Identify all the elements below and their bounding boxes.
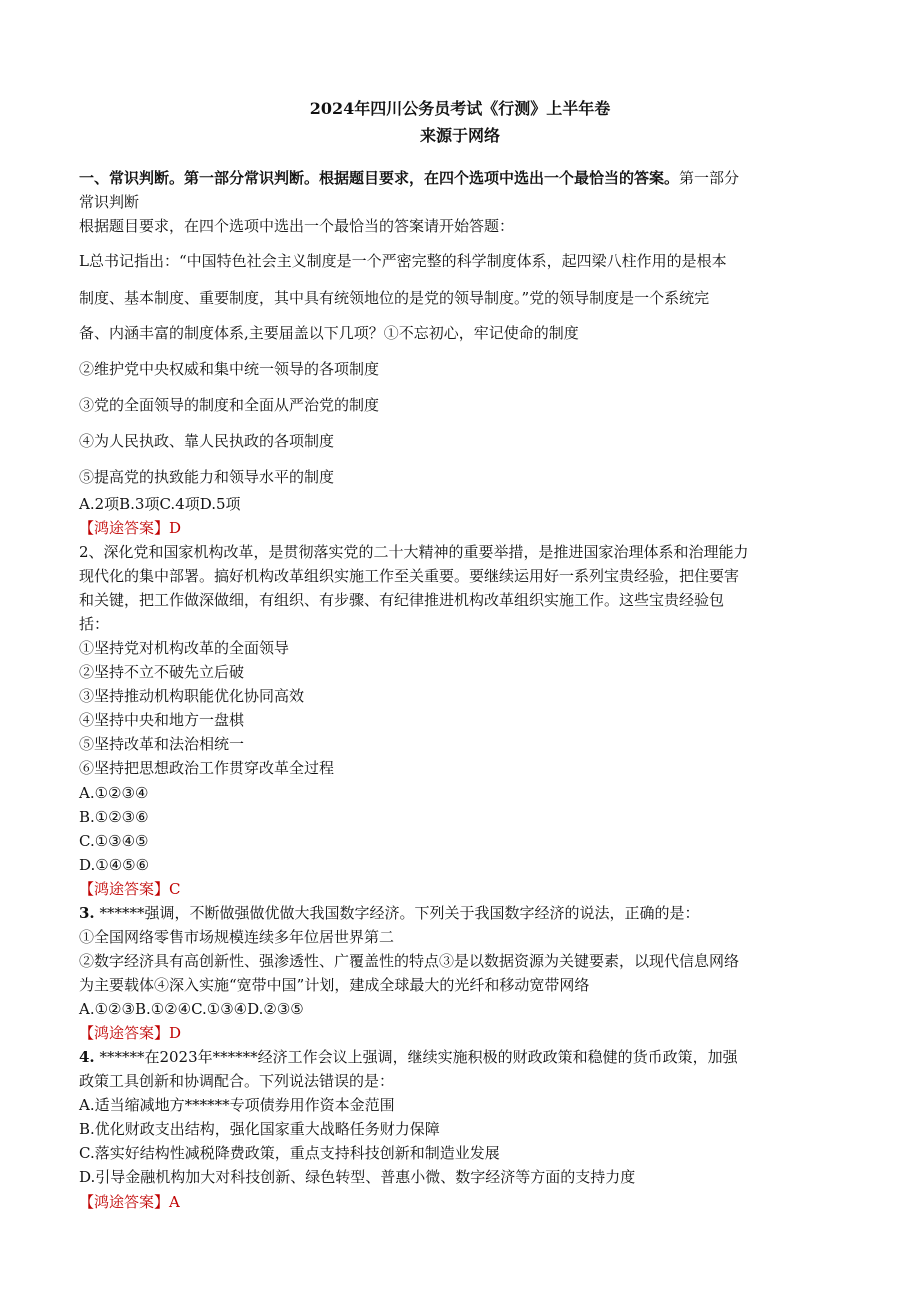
q3-line2: ①全国网络零售市场规模连续多年位居世界第二: [79, 928, 395, 946]
q2-item: ⑤坚持改革和法治相统一: [79, 735, 245, 753]
answer-label: 【鸿途答案】: [79, 1024, 170, 1042]
q4-option-a: A.适当缩减地方******专项债券用作资本金范围: [79, 1096, 395, 1114]
q1-line2: 制度、基本制度、重要制度，其中具有统领地位的是党的领导制度。”党的领导制度是一个系统完: [79, 289, 710, 307]
q4-option-d: D.引导金融机构加大对科技创新、绿色转型、普惠小微、数字经济等方面的支持力度: [79, 1168, 636, 1186]
q2-line4: 括：: [79, 615, 110, 633]
section-heading-bold: 一、常识判断。第一部分常识判断。根据题目要求，在四个选项中选出一个最恰当的答案。: [79, 169, 680, 187]
answer-value: A: [169, 1193, 180, 1211]
q3-number: 3.: [79, 904, 95, 922]
q3-line4: 为主要载体④深入实施“宽带中国”计划，建成全球最大的光纤和移动宽带网络: [79, 976, 590, 994]
q2-item: ②坚持不立不破先立后破: [79, 663, 245, 681]
q2-option-b: B.①②③⑥: [79, 808, 149, 826]
q1-line3: 备、内涵丰富的制度体系,主要届盖以下几项？①不忘初心，牢记使命的制度: [79, 324, 579, 342]
q1-answer: [79, 518, 181, 538]
section-heading-tail: 第一部分: [679, 169, 740, 187]
q3-answer: [79, 1023, 181, 1043]
q4-line1: [79, 1047, 738, 1067]
q2-item: ③坚持推动机构职能优化协同高效: [79, 687, 305, 705]
q2-item: ⑥坚持把思想政治工作贯穿改革全过程: [79, 759, 335, 777]
answer-value: D: [169, 1024, 182, 1042]
answer-label: 【鸿途答案】: [79, 1193, 170, 1211]
q4-number: 4.: [79, 1048, 95, 1066]
q4-line2: 政策工具创新和协调配合。下列说法错误的是：: [79, 1072, 395, 1090]
answer-value: D: [169, 519, 182, 537]
answer-label: 【鸿途答案】: [79, 880, 170, 898]
q1-item-2: ②维护党中央权威和集中统一领导的各项制度: [79, 360, 380, 378]
q3-options: A.①②③B.①②④C.①③④D.②③⑤: [79, 1000, 304, 1018]
section-heading: [79, 168, 739, 188]
section-heading-line2: 常识判断: [79, 193, 140, 211]
section-instruction: 根据题目要求，在四个选项中选出一个最恰当的答案请开始答题：: [79, 217, 515, 235]
q1-item-4: ④为人民执政、靠人民执政的各项制度: [79, 432, 335, 450]
answer-label: 【鸿途答案】: [79, 519, 170, 537]
q2-line2: 现代化的集中部署。搞好机构改革组织实施工作至关重要。要继续运用好一系列宝贵经验，把住要害: [79, 567, 740, 585]
q2-line1: 2、深化党和国家机构改革，是贯彻落实党的二十大精神的重要举措，是推进国家治理体系和治理能力: [79, 543, 749, 561]
q1-item-3: ③党的全面领导的制度和全面从严治党的制度: [79, 396, 380, 414]
q2-item: ①坚持党对机构改革的全面领导: [79, 639, 290, 657]
q3-line1-text: ******强调，不断做强做优做大我国数字经济。下列关于我国数字经济的说法，正确的是：: [94, 904, 700, 922]
q3-line3: ②数字经济具有高创新性、强渗透性、广覆盖性的特点③是以数据资源为关键要素，以现代信息网络: [79, 952, 740, 970]
q1-line1: L总书记指出：“中国特色社会主义制度是一个严密完整的科学制度体系，起四梁八柱作用的是根本: [79, 252, 727, 270]
q4-option-c: C.落实好结构性减税降费政策，重点支持科技创新和制造业发展: [79, 1144, 500, 1162]
q2-answer: [79, 879, 181, 899]
document-title: 2024年四川公务员考试《行测》上半年卷: [309, 99, 611, 118]
q3-line1: [79, 903, 699, 923]
q4-answer: [79, 1192, 180, 1212]
q4-option-b: B.优化财政支出结构，强化国家重大战略任务财力保障: [79, 1120, 440, 1138]
answer-value: C: [169, 880, 181, 898]
q2-line3: 和关键，把工作做深做细，有组织、有步骤、有纪律推进机构改革组织实施工作。这些宝贵经验包: [79, 591, 725, 609]
q4-line1-text: ******在2023年******经济工作会议上强调，继续实施积极的财政政策和稳健的货币政策，加强: [94, 1048, 738, 1066]
q2-option-c: C.①③④⑤: [79, 832, 149, 850]
q1-item-5: ⑤提高党的执致能力和领导水平的制度: [79, 468, 335, 486]
q2-option-a: A.①②③④: [79, 784, 149, 802]
document-source: 来源于网络: [419, 126, 500, 145]
q2-item: ④坚持中央和地方一盘棋: [79, 711, 245, 729]
q1-options: A.2项B.3项C.4项D.5项: [79, 495, 241, 513]
q2-option-d: D.①④⑤⑥: [79, 856, 150, 874]
